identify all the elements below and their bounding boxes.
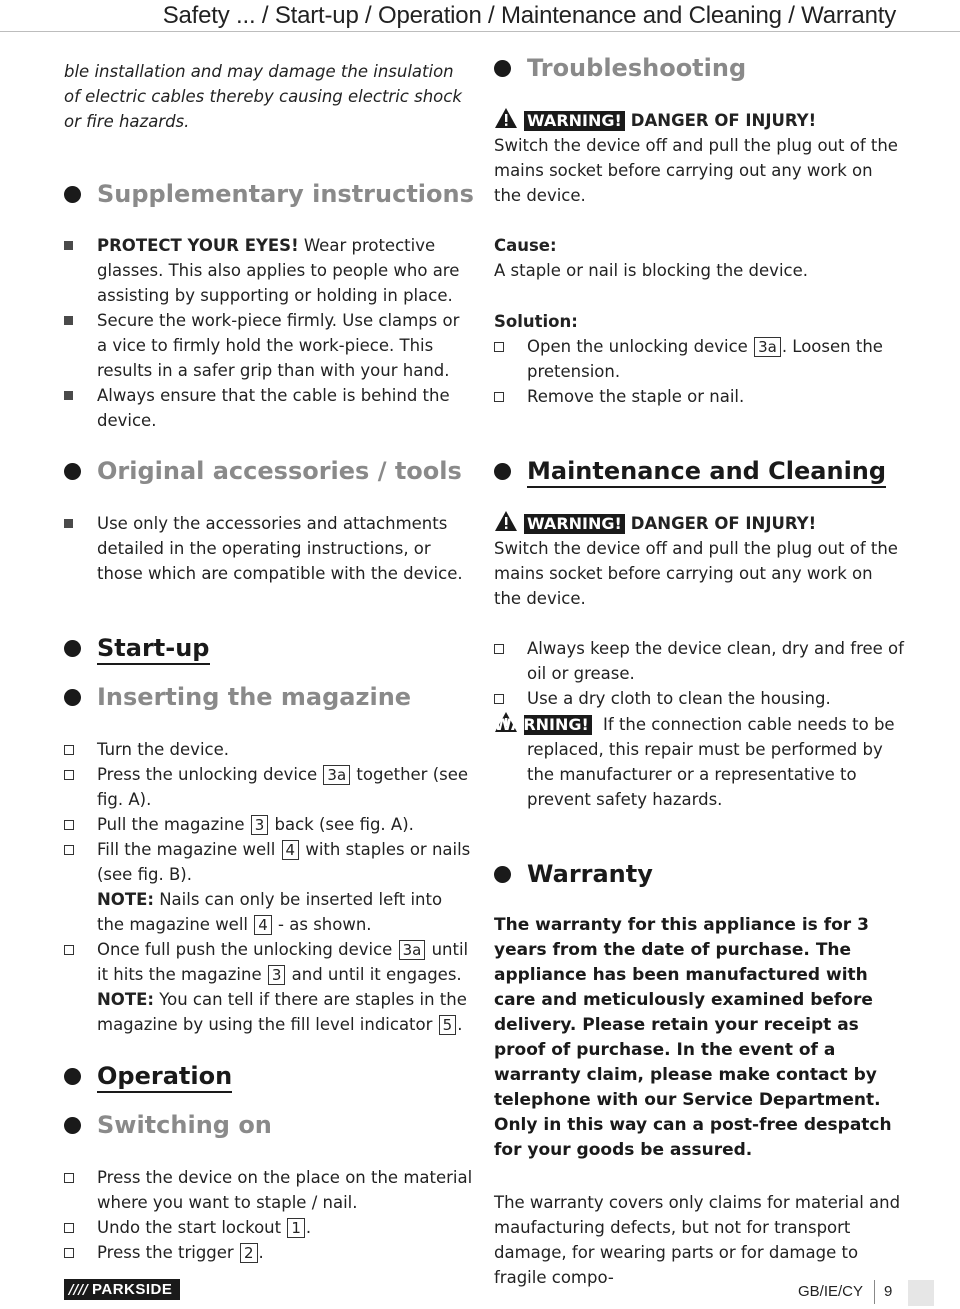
- list-item: PROTECT YOUR EYES! Wear protective glasses. This also applies to people who are assisting by supporting or holding in place.: [64, 233, 474, 308]
- part-ref-badge: 3a: [323, 765, 350, 785]
- checkbox-bullet-icon: [64, 745, 74, 755]
- warranty-heading: Warranty: [494, 858, 904, 890]
- part-ref-badge: 4: [254, 915, 272, 935]
- bullet-dot-icon: [64, 186, 81, 203]
- checkbox-bullet-icon: [64, 770, 74, 780]
- list-item: Open the unlocking device 3a . Loosen the pretension.: [494, 334, 904, 384]
- list-item: Undo the start lockout 1 .: [64, 1215, 474, 1240]
- maintenance-heading-block: [494, 455, 904, 488]
- accessories-heading: Original accessories / tools: [64, 455, 474, 487]
- list-item: Always keep the device clean, dry and free of oil or grease.: [494, 636, 904, 686]
- list-item: Remove the staple or nail.: [494, 384, 904, 409]
- warranty-heading-block: [494, 858, 904, 890]
- magazine-heading-block: [64, 681, 474, 713]
- solution-block: [494, 309, 904, 409]
- magazine-steps: [64, 737, 474, 1037]
- cause-text: A staple or nail is blocking the device.: [494, 261, 808, 280]
- bullet-dot-icon: [64, 640, 81, 657]
- magazine-heading: Inserting the magazine: [64, 681, 474, 713]
- maintenance-list-block: [494, 636, 904, 812]
- checkbox-bullet-icon: [64, 1173, 74, 1183]
- switching-heading-block: [64, 1109, 474, 1141]
- bullet-dot-icon: [64, 1068, 81, 1085]
- bullet-dot-icon: [64, 1117, 81, 1134]
- list-item: Fill the magazine well 4 with staples or nails (see fig. B).: [64, 837, 474, 887]
- checkbox-bullet-icon: [64, 820, 74, 830]
- list-item: Press the unlocking device 3a together (see fig. A).: [64, 762, 474, 812]
- supplementary-heading-block: [64, 178, 474, 210]
- warning-triangle-icon: [494, 510, 518, 532]
- list-item: Press the trigger 2 .: [64, 1240, 474, 1265]
- warranty-text: The warranty covers only claims for material and maufacturing defects, but not for transport damage, for wearing parts or for damage to fragile compo-: [494, 1193, 901, 1287]
- page-header: [0, 0, 960, 32]
- cause-block: [494, 233, 904, 283]
- parkside-logo: [64, 1279, 180, 1300]
- troubleshooting-warning: WARNING! DANGER OF INJURY! Switch the device off and pull the plug out of the mains socket before carrying out any work on the device.: [494, 107, 904, 208]
- warning-triangle-icon: [494, 107, 518, 129]
- warning-text: Switch the device off and pull the plug out of the mains socket before carrying out any work on the device.: [494, 539, 898, 608]
- warning-badge: WARNING!: [524, 111, 625, 131]
- list-item: Turn the device.: [64, 737, 474, 762]
- intro-text: ble installation and may damage the insulation of electric cables thereby causing electric shock or fire hazards.: [64, 62, 462, 131]
- square-bullet-icon: [64, 519, 73, 528]
- intro-block: [64, 59, 474, 134]
- note-item: NOTE: Nails can only be inserted left into the magazine well 4 - as shown.: [97, 890, 443, 934]
- bullet-dot-icon: [494, 866, 511, 883]
- checkbox-bullet-icon: [494, 694, 504, 704]
- list-item: Use only the accessories and attachments detailed in the operating instructions, or those which are compatible with the device.: [64, 511, 474, 586]
- checkbox-bullet-icon: [64, 1248, 74, 1258]
- part-ref-badge: 1: [287, 1218, 305, 1238]
- list-item: Always ensure that the cable is behind the device.: [64, 383, 474, 433]
- checkbox-bullet-icon: [64, 845, 74, 855]
- switching-heading: Switching on: [64, 1109, 474, 1141]
- page-corner-box: [908, 1280, 934, 1306]
- accessories-heading-block: [64, 455, 474, 487]
- part-ref-badge: 3: [251, 815, 269, 835]
- supplementary-heading: Supplementary instructions: [64, 178, 474, 210]
- switching-steps: [64, 1165, 474, 1265]
- operation-heading: Operation: [64, 1060, 474, 1093]
- list-item: Secure the work-piece firmly. Use clamps or a vice to firmly hold the work-piece. This results in a safer grip than with your hand.: [64, 308, 474, 383]
- checkbox-bullet-icon: [494, 392, 504, 402]
- list-item: Use a dry cloth to clean the housing.: [494, 686, 904, 711]
- note-item: NOTE: You can tell if there are staples in the magazine by using the fill level indicator 5 .: [97, 990, 467, 1034]
- accessories-list: [64, 511, 474, 586]
- cause-label: Cause:: [494, 236, 557, 255]
- maintenance-warning: WARNING! DANGER OF INJURY! Switch the device off and pull the plug out of the mains socket before carrying out any work on the device.: [494, 510, 904, 611]
- magazine-list-block: [64, 737, 474, 1037]
- checkbox-bullet-icon: [64, 1223, 74, 1233]
- startup-heading: Start-up: [64, 632, 474, 665]
- supplementary-list-block: [64, 233, 474, 433]
- checkbox-bullet-icon: [494, 644, 504, 654]
- supplementary-list: [64, 233, 474, 433]
- part-ref-badge: 2: [240, 1243, 258, 1263]
- warranty-text-block: [494, 1190, 904, 1290]
- logo-stripes: ////: [69, 1283, 88, 1298]
- logo-brand: PARKSIDE: [92, 1281, 173, 1298]
- bullet-dot-icon: [494, 463, 511, 480]
- part-ref-badge: 4: [282, 840, 300, 860]
- startup-heading-block: [64, 632, 474, 665]
- footer-divider: [874, 1280, 875, 1304]
- square-bullet-icon: [64, 241, 73, 250]
- checkbox-bullet-icon: [64, 945, 74, 955]
- country-code: GB/IE/CY: [798, 1283, 864, 1300]
- page-number: 9: [884, 1283, 893, 1300]
- troubleshooting-heading-block: [494, 52, 904, 84]
- switching-list-block: [64, 1165, 474, 1265]
- bullet-dot-icon: [64, 689, 81, 706]
- part-ref-badge: 5: [439, 1015, 457, 1035]
- header-title: Safety ... / Start-up / Operation / Maintenance and Cleaning / Warranty: [162, 2, 896, 29]
- accessories-list-block: [64, 511, 474, 586]
- bullet-dot-icon: [64, 463, 81, 480]
- square-bullet-icon: [64, 316, 73, 325]
- warranty-bold-block: [494, 913, 904, 1163]
- checkbox-bullet-icon: [494, 342, 504, 352]
- warning-badge: WARNING!: [524, 514, 625, 534]
- bullet-dot-icon: [494, 60, 511, 77]
- maintenance-heading: Maintenance and Cleaning: [494, 455, 904, 488]
- square-bullet-icon: [64, 391, 73, 400]
- warning-text: Switch the device off and pull the plug out of the mains socket before carrying out any work on the device.: [494, 136, 898, 205]
- warranty-bold-text: The warranty for this appliance is for 3 years from the date of purchase. The appliance has been manufactured with care and meticulously examined before delivery. Please retain your receipt as proof of purchase. In the event of a warranty claim, please make contact by telephone with our Service Department. Only in this way can a post-free despatch for your goods be assured.: [494, 915, 892, 1160]
- list-item: Once full push the unlocking device 3a until it hits the magazine 3 and until it engages.: [64, 937, 474, 987]
- warning-badge: WARNING!: [524, 715, 592, 735]
- operation-heading-block: [64, 1060, 474, 1093]
- part-ref-badge: 3a: [399, 940, 426, 960]
- troubleshooting-heading: Troubleshooting: [494, 52, 904, 84]
- list-item: Pull the magazine 3 back (see fig. A).: [64, 812, 474, 837]
- part-ref-badge: 3: [268, 965, 286, 985]
- cable-warning: WARNING! If the connection cable needs to be replaced, this repair must be performed by the manufacturer or a representative to prevent safety hazards.: [494, 711, 904, 812]
- list-item: Press the device on the place on the material where you want to staple / nail.: [64, 1165, 474, 1215]
- solution-list: [494, 334, 904, 409]
- solution-label: Solution:: [494, 312, 578, 331]
- maintenance-list: [494, 636, 904, 711]
- part-ref-badge: 3a: [754, 337, 781, 357]
